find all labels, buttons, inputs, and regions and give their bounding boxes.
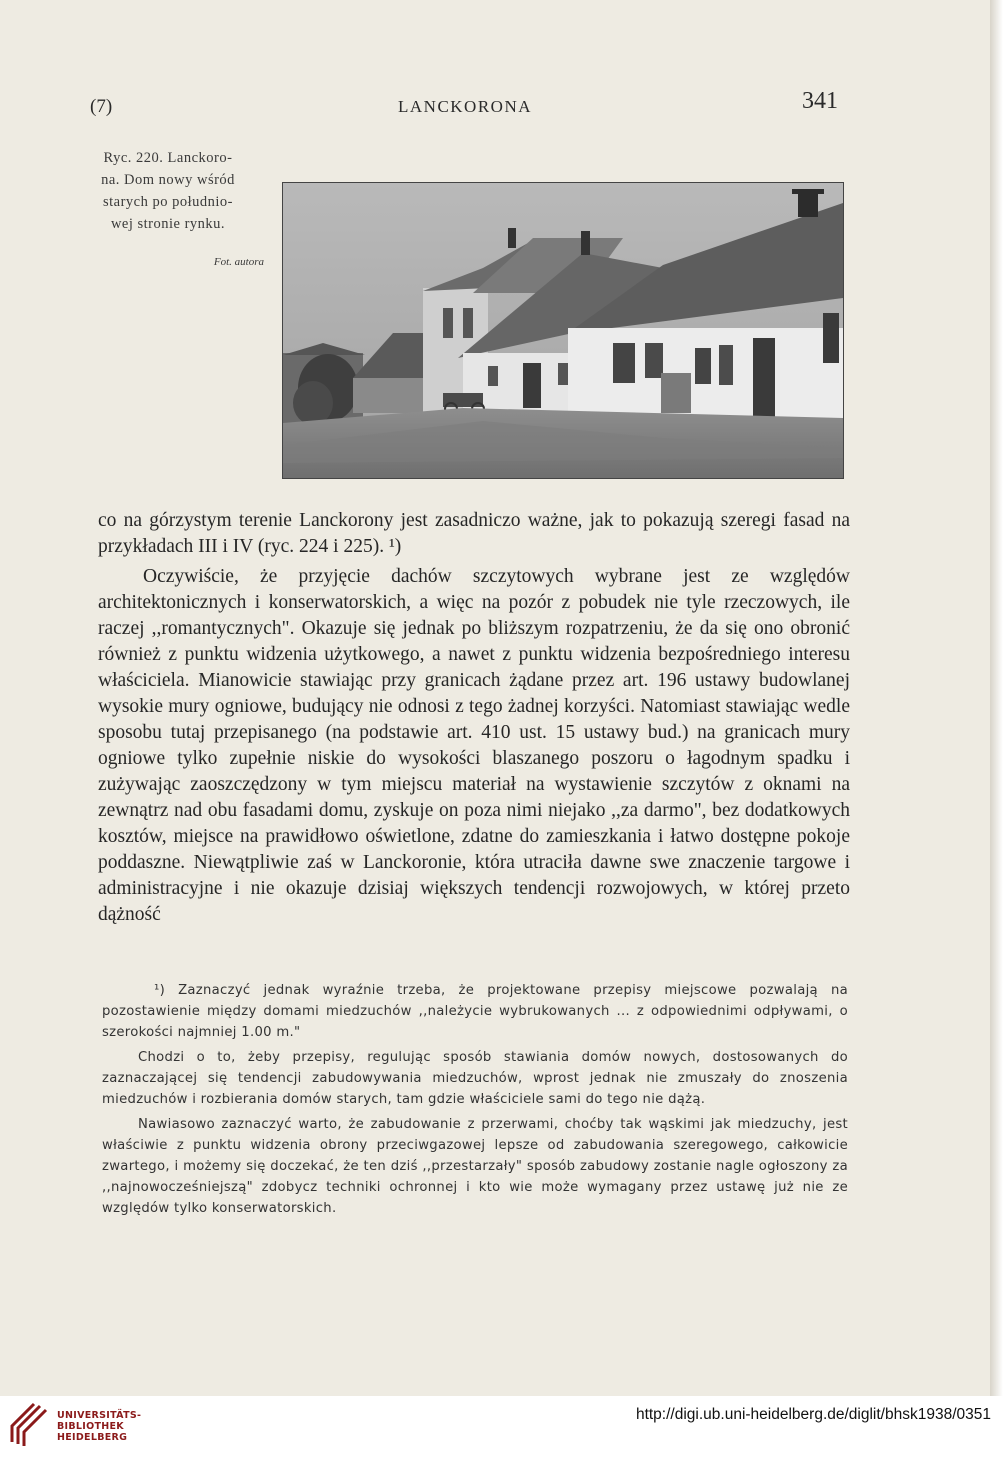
body-text xyxy=(98,508,850,928)
library-name-line: HEIDELBERG xyxy=(57,1432,128,1443)
footnote: Nawiasowo zaznaczyć warto, że zabudowanie z przerwami, choćby tak wąskimi jak miedzuchy, jest właściwie z punktu widzenia obrony przeciwgazowej lepsze od zabudowania szeregowego, całkowicie zwartego, i możemy się doczekać, że ten dziś ,,przestarzały" sposób zabudowy zostanie nagle ogłoszony za ,,najnowocześniejszą" zdobycz techniki ochronnej i kto wie może wymagany przez ustawę już nie ze względów tylko konserwatorskich. xyxy=(102,1117,848,1216)
footnote: Chodzi o to, żeby przepisy, regulując sposób stawiania domów nowych, dostosowanych do zaznaczającej się tendencji zabudowywania miedzuchów, wprost jednak nie zmuszały do znoszenia miedzuchów i rozbierania domów starych, tam gdzie właściciele sami do tego nie dążą. xyxy=(102,1050,848,1107)
caption-line: Ryc. 220. Lanckoro- xyxy=(103,150,233,166)
photo-credit: Fot. autora xyxy=(213,256,264,268)
body-paragraph: co na górzystym terenie Lanckorony jest zasadniczo ważne, jak to pokazują szeregi fasad na przykładach III i IV (ryc. 224 i 225). ¹) xyxy=(98,510,850,557)
library-name-line: BIBLIOTHEK xyxy=(57,1421,124,1432)
page-number: 341 xyxy=(802,88,838,114)
body-paragraph: Oczywiście, że przyjęcie dachów szczytowych wybrane jest ze względów architektonicznych i konserwatorskich, a więc na pozór z pobudek nie tyle rzeczowych, ile raczej ,,romantycznych". Okazuje się jednak po bliższym rozpatrzeniu, że da się ono obronić również z punktu widzenia użytkowego, a nawet z punktu widzenia bezpośredniego interesu właściciela. Mianowicie stawiając przy granicach żądane przez art. 196 ustawy budowlanej wysokie mury ogniowe, budujący nie odnosi z tego żadnej korzyści. Natomiast stawiając wedle sposobu tutaj przepisanego (na podstawie art. 410 ust. 15 ustawy bud.) na granicach mury ogniowe tylko zupełnie niskie do wysokości blaszanego poszoru o łagodnym spadku i zużywając zaoszczędzony w tym miejscu materiał na wystawienie szczytów z oknami na zewnątrz nad obu fasadami domu, zyskuje on poza nimi niejako ,,za darmo", bez dodatkowych kosztów, miejsce na prawidłowo oświetlone, zdatne do zamieszkania i łatwo dostępne pokoje poddaszne. Niewątpliwie zaś w Lanckoronie, która utraciła dawne swe znaczenie targowe i administracyjne i nie okazuje dzisiaj większych tendencji rozwojowych, w której przeto dążność xyxy=(98,566,850,925)
library-logo-icon xyxy=(10,1402,48,1448)
library-name-line: UNIVERSITÄTS- xyxy=(57,1410,142,1421)
houses-photo-image xyxy=(283,183,843,478)
running-title: LANCKORONA xyxy=(398,97,532,116)
footnote: ¹) Zaznaczyć jednak wyraźnie trzeba, że projektowane przepisy miejscowe pozwalają na pozostawienie między domami miedzuchów ,,należycie wybrukowanych ... z odpowiednimi odpływami, o szerokości najmniej 1.00 m." xyxy=(102,983,848,1040)
figure-caption xyxy=(62,147,274,235)
figure-photo xyxy=(282,182,844,479)
footnotes xyxy=(102,980,848,1223)
library-name xyxy=(57,1410,141,1443)
caption-line: wej stronie rynku. xyxy=(110,216,226,232)
signature-mark: (7) xyxy=(90,96,113,117)
source-url[interactable]: http://digi.ub.uni-heidelberg.de/diglit/bhsk1938/0351 xyxy=(635,1406,991,1423)
caption-line: starych po południo- xyxy=(102,194,233,210)
page-edge xyxy=(990,0,1003,1396)
caption-line: na. Dom nowy wśród xyxy=(101,172,235,188)
